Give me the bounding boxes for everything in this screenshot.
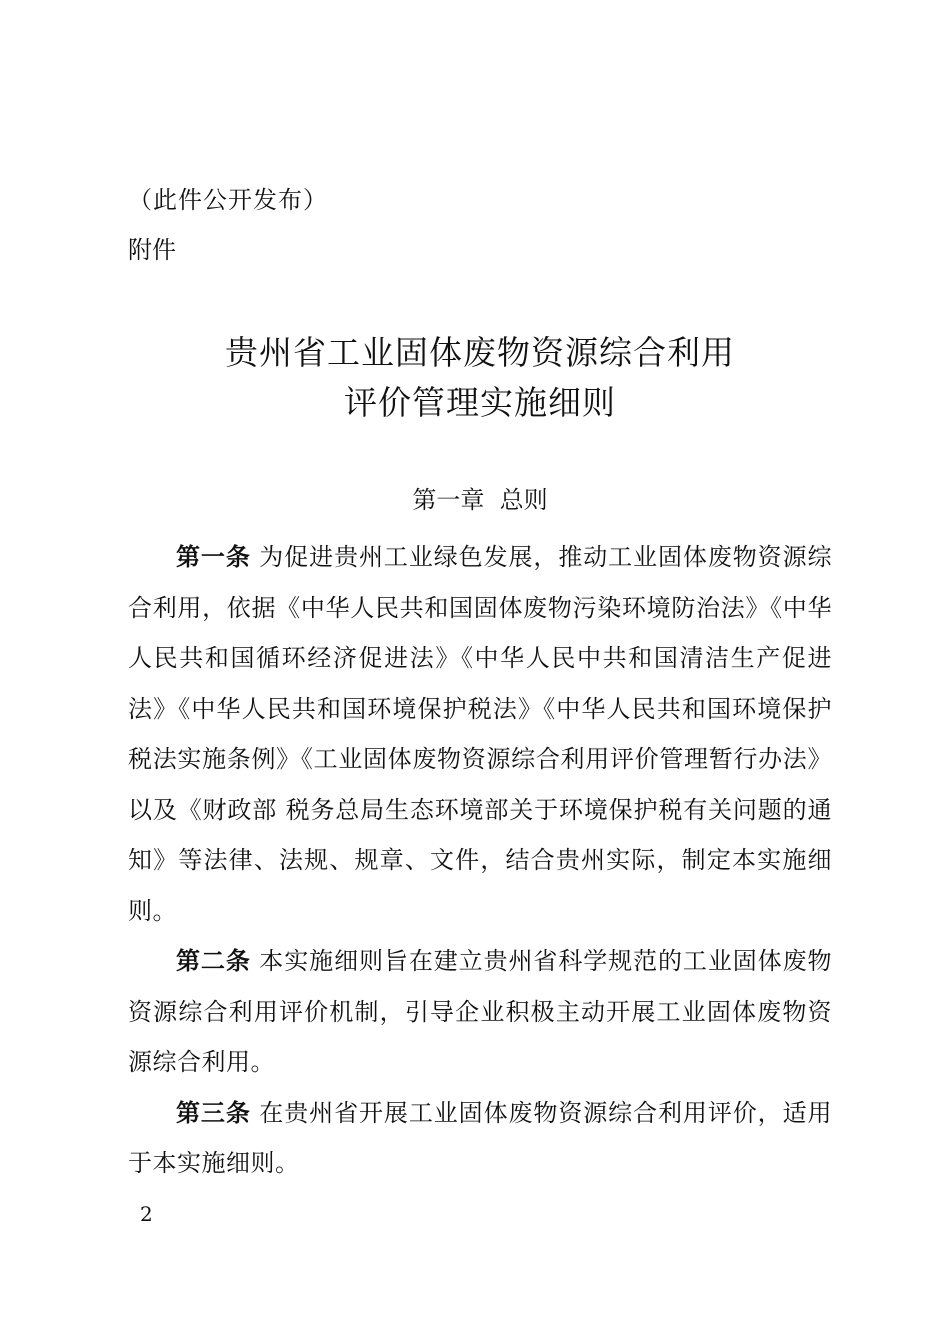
article-3 — [128, 1088, 832, 1189]
article-3-label: 第三条 — [176, 1098, 251, 1127]
document-title-line-2: 评价管理实施细则 — [344, 383, 616, 422]
article-2-label: 第二条 — [176, 947, 251, 975]
article-2-text: 本实施细则旨在建立贵州省科学规范的工业固体废物资源综合利用评价机制，引导企业积极主动开展工业固体废物资源综合利用。 — [128, 947, 832, 1076]
document-body — [128, 532, 832, 1189]
publish-note: （此件公开发布） — [128, 186, 328, 214]
attachment-label: 附件 — [128, 236, 176, 264]
article-1-label: 第一条 — [176, 543, 251, 571]
article-3-text: 在贵州省开展工业固体废物资源综合利用评价，适用于本实施细则。 — [128, 1098, 832, 1177]
article-1-text: 为促进贵州工业绿色发展，推动工业固体废物资源综合利用，依据《中华人民共和国固体废物污染环境防治法》《中华人民共和国循环经济促进法》《中华人民中共和国清洁生产促进法》《中华人民共和国环境保护税法》《中华人民共和国环境保护税法实施条例》《工业固体废物资源综合利用评价管理暂行办法》以及《财政部 税务总局生态环境部关于环境保护税有关问题的通知》等法律、法规、规章、文件，结合贵州实际，制定本实施细则。 — [128, 543, 832, 925]
page-number: 2 — [140, 1202, 153, 1226]
document-title-line-1: 贵州省工业固体废物资源综合利用 — [225, 333, 735, 372]
article-1 — [128, 532, 832, 936]
article-2 — [128, 936, 832, 1088]
document-title — [128, 328, 832, 428]
chapter-heading: 第一章 总则 — [412, 486, 548, 514]
